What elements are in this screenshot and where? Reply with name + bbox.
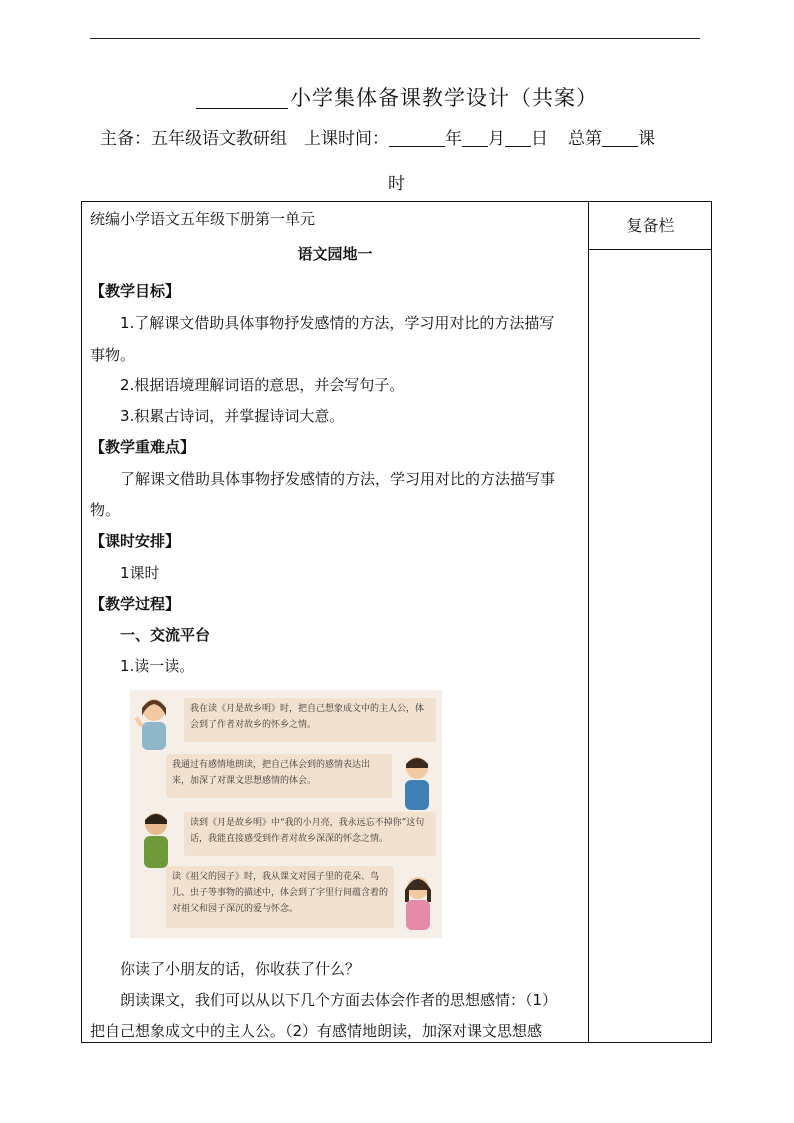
schedule-text: 1课时 <box>120 564 160 582</box>
subsection-heading: 一、交流平台 <box>120 626 211 644</box>
lesson-meta-wrap: 时 <box>388 174 405 194</box>
section-heading-goals: 【教学目标】 <box>90 282 181 300</box>
boy-figure-icon <box>394 752 440 812</box>
school-name-blank <box>196 86 288 109</box>
goal-2: 2.根据语境理解词语的意思，并会写句子。 <box>120 376 405 394</box>
explanation-text: 朗读课文，我们可以从以下几个方面去体会作者的思想感情：（1） <box>120 991 558 1009</box>
year-blank <box>389 128 445 147</box>
review-column-header: 复备栏 <box>589 202 712 250</box>
explanation-text-cont: 把自己想象成文中的主人公。（2）有感情地朗读，加深对课文思想感 <box>90 1022 543 1040</box>
girl-figure-icon <box>132 694 176 752</box>
day-blank <box>505 128 531 147</box>
goal-1: 1.了解课文借助具体事物抒发感情的方法，学习用对比的方法描写 <box>120 314 555 332</box>
section-heading-keypoints: 【教学重难点】 <box>90 438 196 456</box>
keypoint-text: 了解课文借助具体事物抒发感情的方法，学习用对比的方法描写事 <box>120 470 556 488</box>
lesson-table <box>81 201 712 1043</box>
speech-bubble-3: 读到《月是故乡明》中“我的小月亮，我永远忘不掉你”这句话，我能直接感受到作者对故乡深深的怀念之情。 <box>184 812 436 856</box>
boy-figure-icon <box>134 808 178 870</box>
section-heading-process: 【教学过程】 <box>90 595 181 613</box>
speech-bubble-2: 我通过有感情地朗读，把自己体会到的感情表达出来，加深了对课文思想感情的体会。 <box>166 754 392 798</box>
total-blank <box>602 128 638 147</box>
top-rule <box>90 38 700 39</box>
question-text: 你读了小朋友的话，你收获了什么？ <box>120 960 361 978</box>
document-title: 小学集体备课教学设计（共案） <box>0 82 794 112</box>
keypoint-text-cont: 物。 <box>90 501 121 519</box>
speech-bubble-4: 读《祖父的园子》时，我从课文对园子里的花朵、鸟儿、虫子等事物的描述中，体会到了字里行间蕴含着的对祖父和园子深沉的爱与怀念。 <box>166 866 394 928</box>
lesson-content <box>82 202 588 1042</box>
unit-label: 统编小学语文五年级下册第一单元 <box>90 210 316 228</box>
goal-1-cont: 事物。 <box>90 346 136 364</box>
section-heading-schedule: 【课时安排】 <box>90 532 181 550</box>
month-blank <box>462 128 488 147</box>
goal-3: 3.积累古诗词，并掌握诗词大意。 <box>120 407 345 425</box>
column-divider <box>588 202 589 1042</box>
step-read: 1.读一读。 <box>120 657 195 675</box>
textbook-illustration <box>130 690 442 938</box>
girl-figure-icon <box>396 872 440 932</box>
speech-bubble-1: 我在读《月是故乡明》时，把自己想象成文中的主人公，体会到了作者对故乡的怀乡之情。 <box>184 698 436 742</box>
lesson-title: 语文园地一 <box>297 245 373 263</box>
lesson-meta-line: 主备：五年级语文教研组 上课时间： 年 月 日 总第 课 <box>100 129 655 149</box>
